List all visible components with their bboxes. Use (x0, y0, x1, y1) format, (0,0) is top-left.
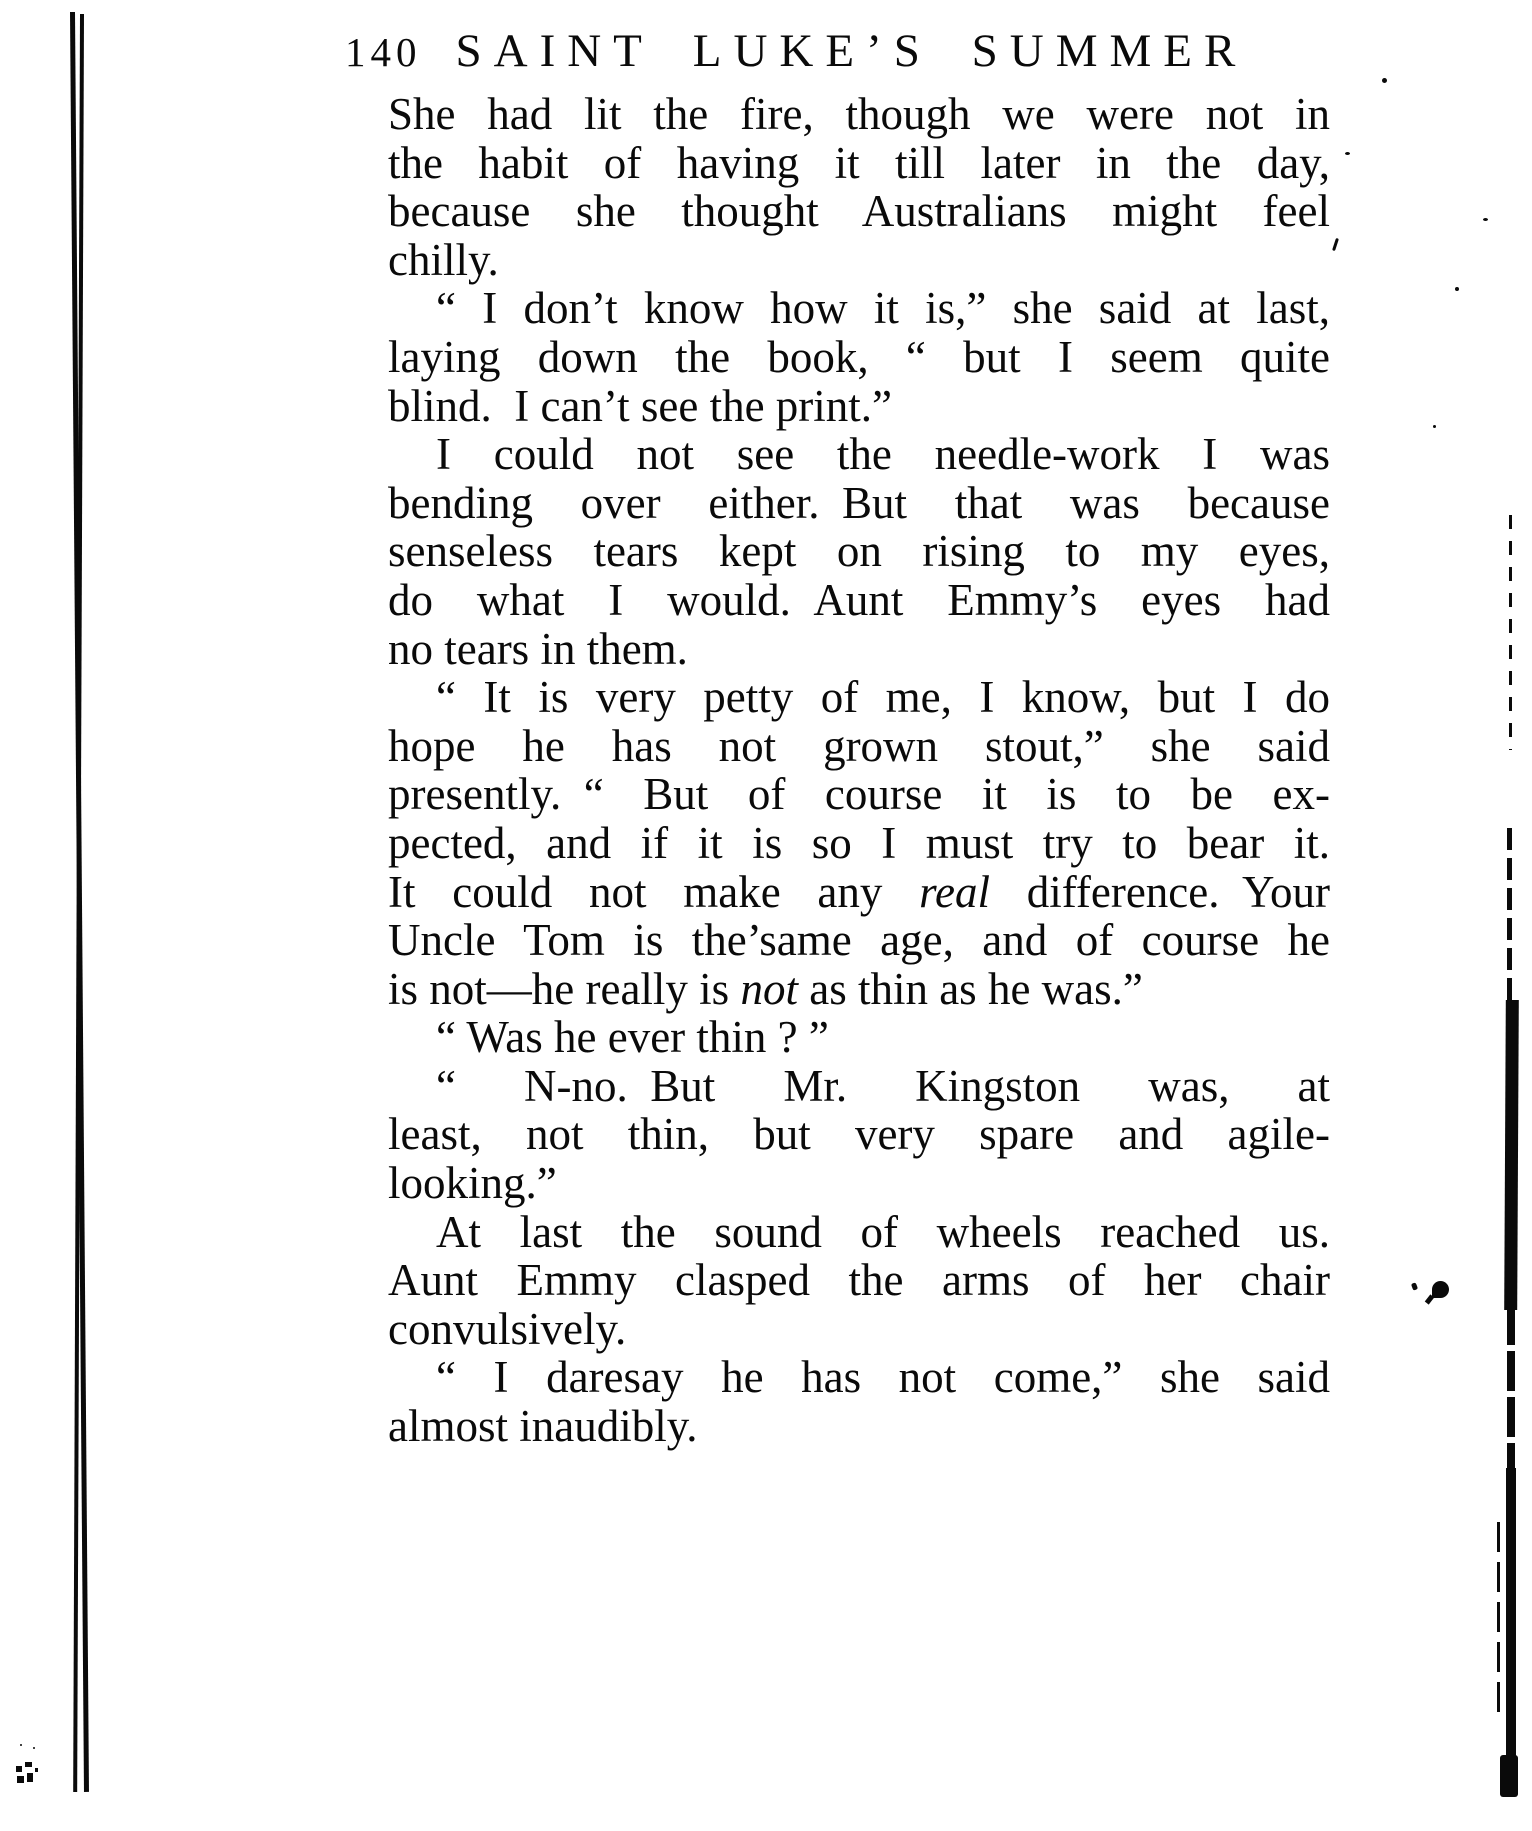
scan-streak (1504, 1000, 1519, 1310)
text-segment: “ N-no. But Mr. Kingston was, at (436, 1060, 1330, 1111)
text-line (388, 1159, 1330, 1208)
text-line (388, 576, 1330, 625)
text-line (388, 1402, 1330, 1451)
text-segment: is not—he really is (388, 963, 741, 1014)
gutter-smudge (17, 1776, 24, 1783)
text-segment: pected, and if it is so I must try to bear it. (388, 817, 1330, 868)
emphasized-word: not (740, 963, 798, 1014)
text-segment: do what I would. Aunt Emmy’s eyes had (388, 574, 1330, 625)
text-line (388, 965, 1330, 1014)
ink-speck (1332, 238, 1339, 251)
text-segment: because she thought Australians might feel (388, 186, 1330, 237)
page-number: 140 (345, 29, 422, 75)
text-line (388, 382, 1330, 431)
ink-speck (1455, 287, 1459, 291)
text-line (388, 1305, 1330, 1354)
text-segment: convulsively. (388, 1303, 627, 1354)
text-segment: the habit of having it till later in the day, (388, 137, 1330, 188)
text-segment: Uncle Tom is the’same age, and of course he (388, 915, 1330, 966)
text-segment: looking.” (388, 1158, 557, 1209)
text-segment: At last the sound of wheels reached us. (436, 1206, 1330, 1257)
text-line (388, 1353, 1330, 1402)
text-line (388, 819, 1330, 868)
scan-streak (1497, 1522, 1500, 1712)
text-line (388, 527, 1330, 576)
scan-streak (1500, 1755, 1518, 1797)
text-segment: laying down the book, “ but I seem quite (388, 331, 1330, 382)
text-segment: presently. “ But of course it is to be ex- (388, 769, 1330, 820)
text-segment: “ I don’t know how it is,” she said at last, (436, 283, 1330, 334)
ink-speck (1483, 218, 1488, 221)
text-line (388, 1208, 1330, 1257)
text-line (388, 1110, 1330, 1159)
text-line (388, 90, 1330, 139)
text-line (388, 1013, 1330, 1062)
text-segment: I could not see the needle-work I was (436, 429, 1330, 480)
text-segment: blind. I can’t see the print.” (388, 380, 893, 431)
text-line (388, 187, 1330, 236)
text-line (388, 770, 1330, 819)
text-segment: senseless tears kept on rising to my eyes, (388, 526, 1330, 577)
text-segment: hope he has not grown stout,” she said (388, 720, 1330, 771)
ink-speck (1345, 152, 1350, 155)
gutter-smudge (35, 1768, 38, 1772)
text-line (388, 333, 1330, 382)
text-segment: almost inaudibly. (388, 1401, 698, 1452)
text-line (388, 1256, 1330, 1305)
text-segment: no tears in them. (388, 623, 688, 674)
text-line (388, 1062, 1330, 1111)
text-segment: least, not thin, but very spare and agile- (388, 1109, 1330, 1160)
text-segment: “ Was he ever thin ? ” (436, 1012, 829, 1063)
scan-streak (1507, 1305, 1515, 1475)
text-segment: chilly. (388, 234, 499, 285)
running-title: SAINT LUKE’S SUMMER (455, 25, 1248, 77)
page-text (388, 90, 1330, 1451)
scan-streak (1506, 1468, 1516, 1763)
text-segment: “ It is very petty of me, I know, but I do (436, 672, 1330, 723)
text-segment: She had lit the fire, though we were not in (388, 89, 1330, 139)
ink-speck (1382, 78, 1387, 83)
text-line (388, 139, 1330, 188)
ink-blot-tail (1425, 1294, 1434, 1304)
text-line (388, 479, 1330, 528)
text-segment: Aunt Emmy clasped the arms of her chair (388, 1255, 1330, 1306)
text-segment: as thin as he was.” (797, 963, 1143, 1014)
ink-speck (1411, 1282, 1418, 1290)
gutter-smudge (25, 1762, 32, 1767)
text-segment: “ I daresay he has not come,” she said (436, 1352, 1330, 1403)
ink-blot (1432, 1281, 1449, 1298)
page-header (345, 24, 1305, 78)
text-line (388, 284, 1330, 333)
text-line (388, 236, 1330, 285)
text-segment: bending over either. But that was because (388, 477, 1330, 528)
gutter-smudge (16, 1766, 22, 1772)
scan-streak (1509, 515, 1512, 750)
scan-streak (1507, 828, 1512, 1003)
text-line (388, 625, 1330, 674)
text-line (388, 868, 1330, 917)
gutter-smudge (27, 1773, 33, 1782)
text-line (388, 722, 1330, 771)
text-line (388, 916, 1330, 965)
text-line (388, 673, 1330, 722)
emphasized-word: real (919, 866, 990, 917)
text-line (388, 430, 1330, 479)
gutter-smudge (33, 1747, 35, 1749)
text-segment: It could not make any (388, 866, 920, 917)
ink-speck (1433, 425, 1436, 428)
gutter-smudge (20, 1744, 22, 1746)
text-segment: difference. Your (989, 866, 1330, 917)
